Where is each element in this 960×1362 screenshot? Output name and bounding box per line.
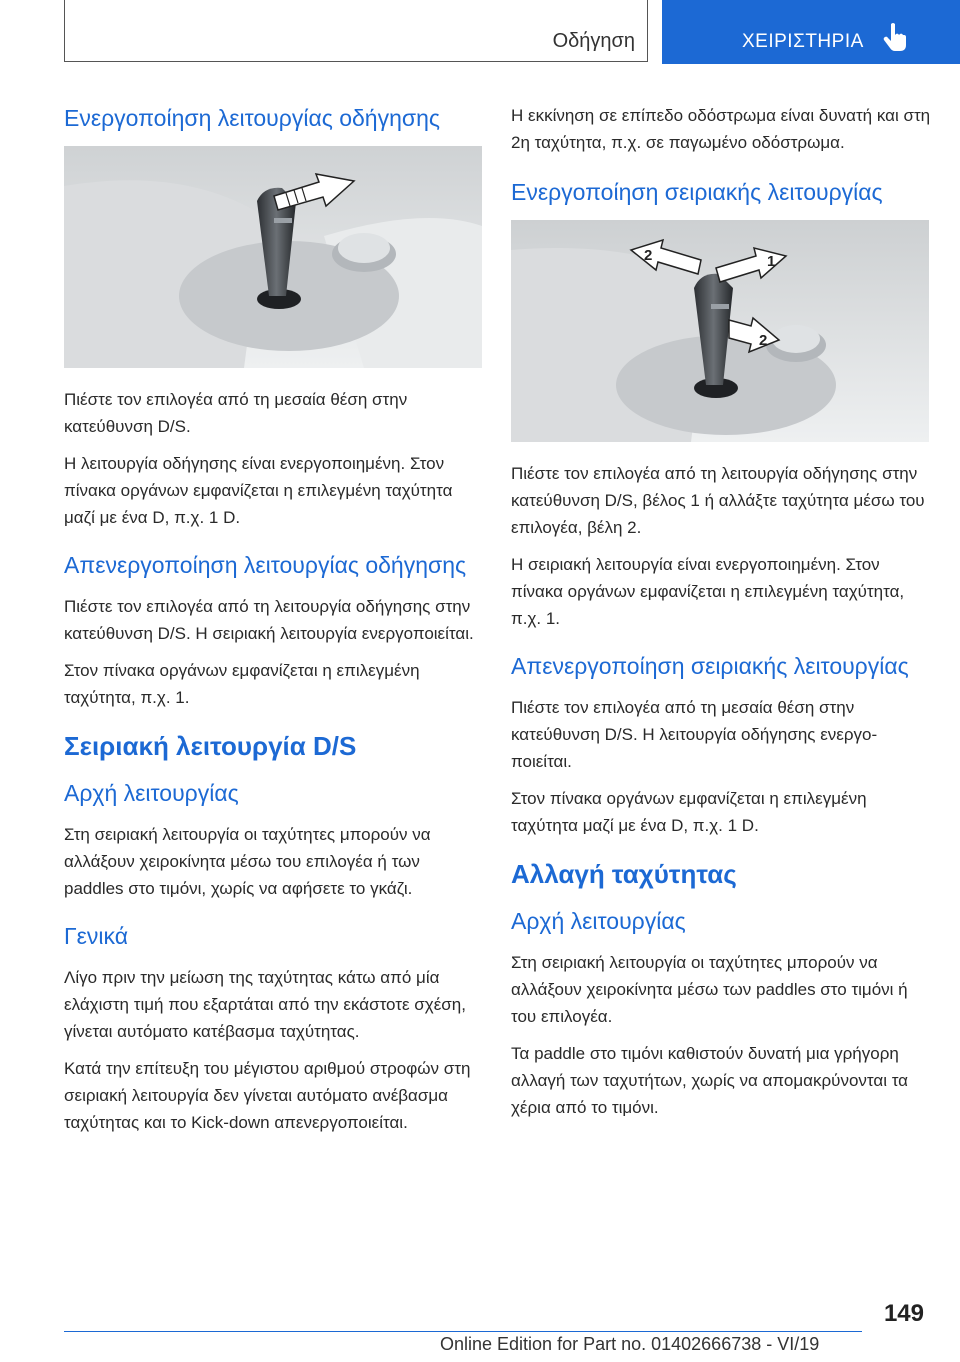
- right-column: [511, 102, 931, 1131]
- paragraph: Στη σειριακή λειτουργία οι ταχύτητες μπορούν να αλλάξουν χειροκίνητα μέσω των paddles στο τιμόνι ή του επιλογέα.: [511, 953, 908, 1026]
- paragraph: Λίγο πριν την μείωση της ταχύτητας κάτω από μία ελάχιστη τιμή που εξαρτάται από την εκάστοτε σχέση, γίνεται αυτόματο κατέβασμα ταχύτητας.: [64, 968, 466, 1041]
- figure-label-2-top: 2: [644, 247, 653, 264]
- figure-label-1: 1: [767, 253, 776, 270]
- paragraph: Κατά την επίτευξη του μέγιστου αριθμού στροφών στη σειριακή λειτουργία δεν γίνεται αυτόματο ανέβασμα ταχύτητας και το Kick-down απενεργοποιείται.: [64, 1059, 471, 1132]
- heading-deactivate-drive-mode: Απενεργοποίηση λειτουργίας οδήγησης: [64, 552, 467, 578]
- heading-principle: Αρχή λειτουργίας: [511, 908, 686, 934]
- paragraph: Πιέστε τον επιλογέα από τη μεσαία θέση στην κατεύθυνση D/S. Η λειτουργία οδήγησης ενεργοποιείται.: [511, 698, 878, 771]
- paragraph: Η εκκίνηση σε επίπεδο οδόστρωμα είναι δυνατή και στη 2η ταχύτητα, π.χ. σε παγωμένο οδόστρωμα.: [511, 106, 931, 152]
- paragraph: Πιέστε τον επιλογέα από τη μεσαία θέση στην κατεύθυνση D/S.: [64, 390, 408, 436]
- header-section-box: [64, 0, 648, 62]
- footer-divider: [64, 1331, 862, 1332]
- paragraph: Η λειτουργία οδήγησης είναι ενεργοποιημένη. Στον πίνακα οργάνων εμφανίζεται η επιλεγμένη ταχύτητα μαζί με ένα D, π.χ. 1 D.: [64, 454, 453, 527]
- paragraph: Τα paddle στο τιμόνι καθιστούν δυνατή μια γρήγορη αλλαγή των ταχυτήτων, χωρίς να απομακρύνονται τα χέρια από το τιμόνι.: [511, 1044, 909, 1117]
- header-chapter-tab[interactable]: [662, 0, 960, 64]
- heading-principle: Αρχή λειτουργίας: [64, 780, 239, 806]
- figure-gear-selector-arrows: [511, 220, 929, 442]
- page-number: 149: [883, 1300, 924, 1327]
- paragraph: Πιέστε τον επιλογέα από τη λειτουργία οδήγησης στην κατεύθυνση D/S, βέλος 1 ή αλλάξτε ταχύτητα μέσω του επιλογέα, βέλη 2.: [511, 464, 925, 537]
- heading-activate-serial-mode: Ενεργοποίηση σειριακής λειτουργίας: [511, 179, 883, 205]
- heading-deactivate-serial-mode: Απενεργοποίηση σειριακής λειτουργίας: [511, 653, 909, 679]
- footer-edition-text: Online Edition for Part no. 01402666738 - VI/19: [440, 1334, 820, 1354]
- header-tab-label: ΧΕΙΡΙΣΤΗΡΙΑ: [742, 31, 864, 52]
- heading-general: Γενικά: [64, 923, 129, 949]
- heading-activate-drive-mode: Ενεργοποίηση λειτουργίας οδήγησης: [64, 105, 440, 131]
- figure-label-2-bottom: 2: [759, 332, 768, 349]
- figure-gear-selector-ds: [64, 146, 482, 368]
- paragraph: Στον πίνακα οργάνων εμφανίζεται η επιλεγμένη ταχύτητα, π.χ. 1.: [64, 661, 420, 707]
- paragraph: Στη σειριακή λειτουργία οι ταχύτητες μπορούν να αλλάξουν χειροκίνητα μέσω του επιλογέα ή των paddles στο τιμόνι, χωρίς να αφήσετε το γκάζι.: [64, 825, 431, 898]
- heading-serial-mode-ds: Σειριακή λειτουργία D/S: [64, 731, 357, 761]
- header-section-title: Οδήγηση: [552, 30, 635, 52]
- heading-gear-change: Αλλαγή ταχύτητας: [511, 859, 737, 889]
- paragraph: Πιέστε τον επιλογέα από τη λειτουργία οδήγησης στην κατεύθυνση D/S. Η σειριακή λειτουργία ενεργοποιείται.: [64, 597, 474, 643]
- left-column: [64, 102, 482, 1146]
- hand-pointer-icon: [882, 22, 908, 57]
- paragraph: Στον πίνακα οργάνων εμφανίζεται η επιλεγμένη ταχύτητα μαζί με ένα D, π.χ. 1 D.: [511, 789, 867, 835]
- paragraph: Η σειριακή λειτουργία είναι ενεργοποιημένη. Στον πίνακα οργάνων εμφανίζεται η επιλεγμένη ταχύτητα, π.χ. 1.: [511, 555, 905, 628]
